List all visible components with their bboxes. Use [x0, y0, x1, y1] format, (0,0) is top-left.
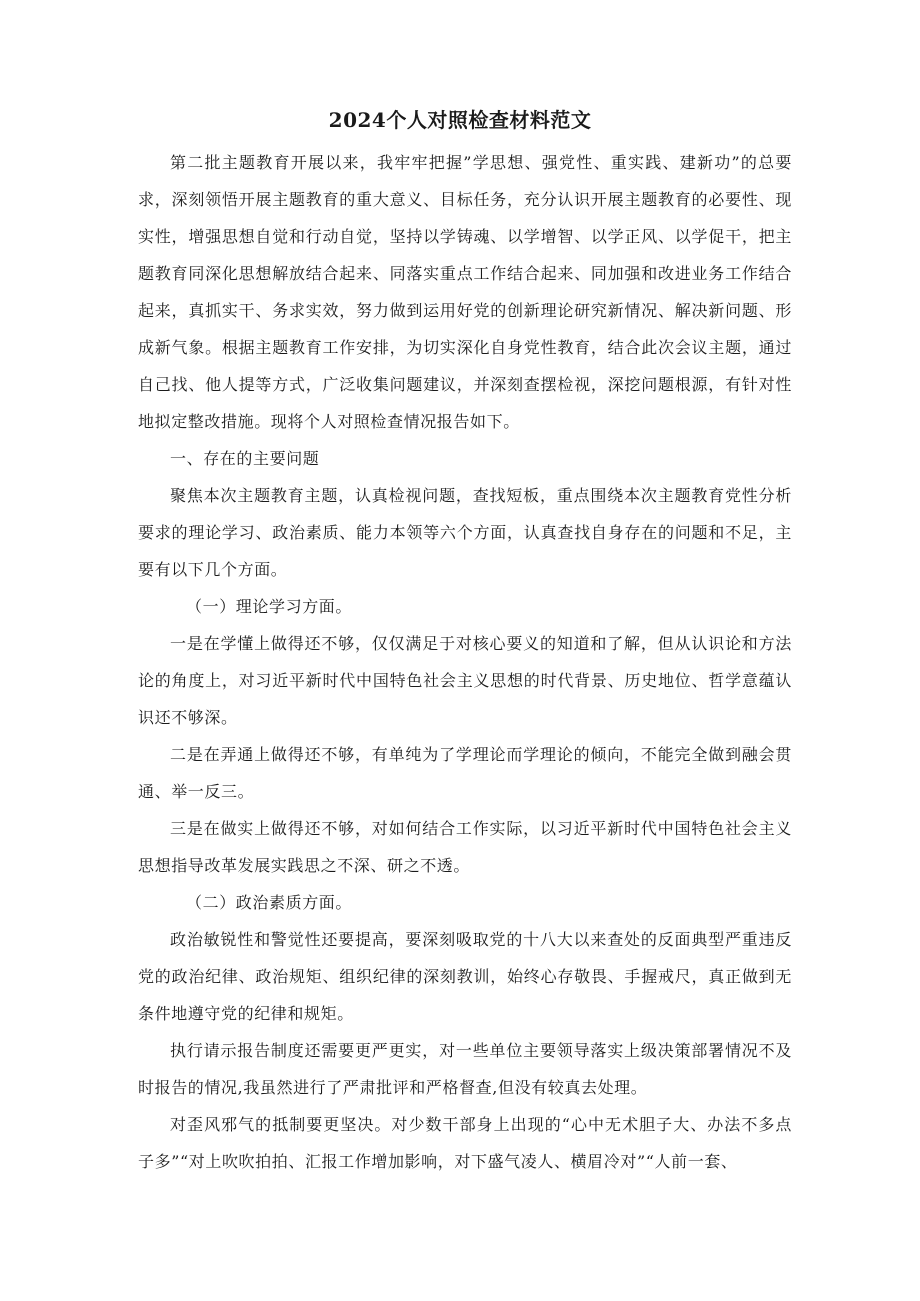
intro-paragraph: 第二批主题教育开展以来，我牢牢把握”学思想、强党性、重实践、建新功”的总要求，深刻领悟开展主题教育的重大意义、目标任务，充分认识开展主题教育的必要性、现实性，增强思想自觉和行动自觉，坚持以学铸魂、以学增智、以学正风、以学促干，把主题教育同深化思想解放结合起来、同落实重点工作结合起来、同加强和改进业务工作结合起来，真抓实干、务求实效，努力做到运用好党的创新理论研究新情况、解决新问题、形成新气象。根据主题教育工作安排，为切实深化自身党性教育，结合此次会议主题，通过自己找、他人提等方式，广泛收集问题建议，并深刻查摆检视，深挖问题根源，有针对性地拟定整改措施。现将个人对照检查情况报告如下。 — [138, 153, 792, 431]
theory-paragraph-2: 二是在弄通上做得还不够，有单纯为了学理论而学理论的倾向，不能完全做到融会贯通、举一反三。 — [138, 745, 792, 801]
subsection-heading-theory: （一）理论学习方面。 — [186, 597, 353, 616]
subsection-heading-political: （二）政治素质方面。 — [186, 893, 353, 912]
section-intro-paragraph: 聚焦本次主题教育主题，认真检视问题，查找短板，重点围绕本次主题教育党性分析要求的理论学习、政治素质、能力本领等六个方面，认真查找自身存在的问题和不足，主要有以下几个方面。 — [138, 486, 792, 579]
section-heading-problems: 一、存在的主要问题 — [170, 449, 320, 468]
document-title: 2024个人对照检查材料范文 — [328, 108, 592, 132]
document-body — [138, 144, 792, 1180]
political-paragraph-3: 对歪风邪气的抵制要更坚决。对少数干部身上出现的“心中无术胆子大、办法不多点子多”“对上吹吹拍拍、汇报工作增加影响，对下盛气凌人、横眉冷对”“人前一套、 — [138, 1115, 792, 1171]
theory-paragraph-1: 一是在学懂上做得还不够，仅仅满足于对核心要义的知道和了解，但从认识论和方法论的角度上，对习近平新时代中国特色社会主义思想的时代背景、历史地位、哲学意蕴认识还不够深。 — [138, 634, 792, 727]
political-paragraph-2: 执行请示报告制度还需要更严更实，对一些单位主要领导落实上级决策部署情况不及时报告的情况,我虽然进行了严肃批评和严格督查,但没有较真去处理。 — [138, 1041, 792, 1097]
theory-paragraph-3: 三是在做实上做得还不够，对如何结合工作实际，以习近平新时代中国特色社会主义思想指导改革发展实践思之不深、研之不透。 — [138, 819, 792, 875]
political-paragraph-1: 政治敏锐性和警觉性还要提高，要深刻吸取党的十八大以来查处的反面典型严重违反党的政治纪律、政治规矩、组织纪律的深刻教训，始终心存敬畏、手握戒尺，真正做到无条件地遵守党的纪律和规矩。 — [138, 930, 792, 1023]
